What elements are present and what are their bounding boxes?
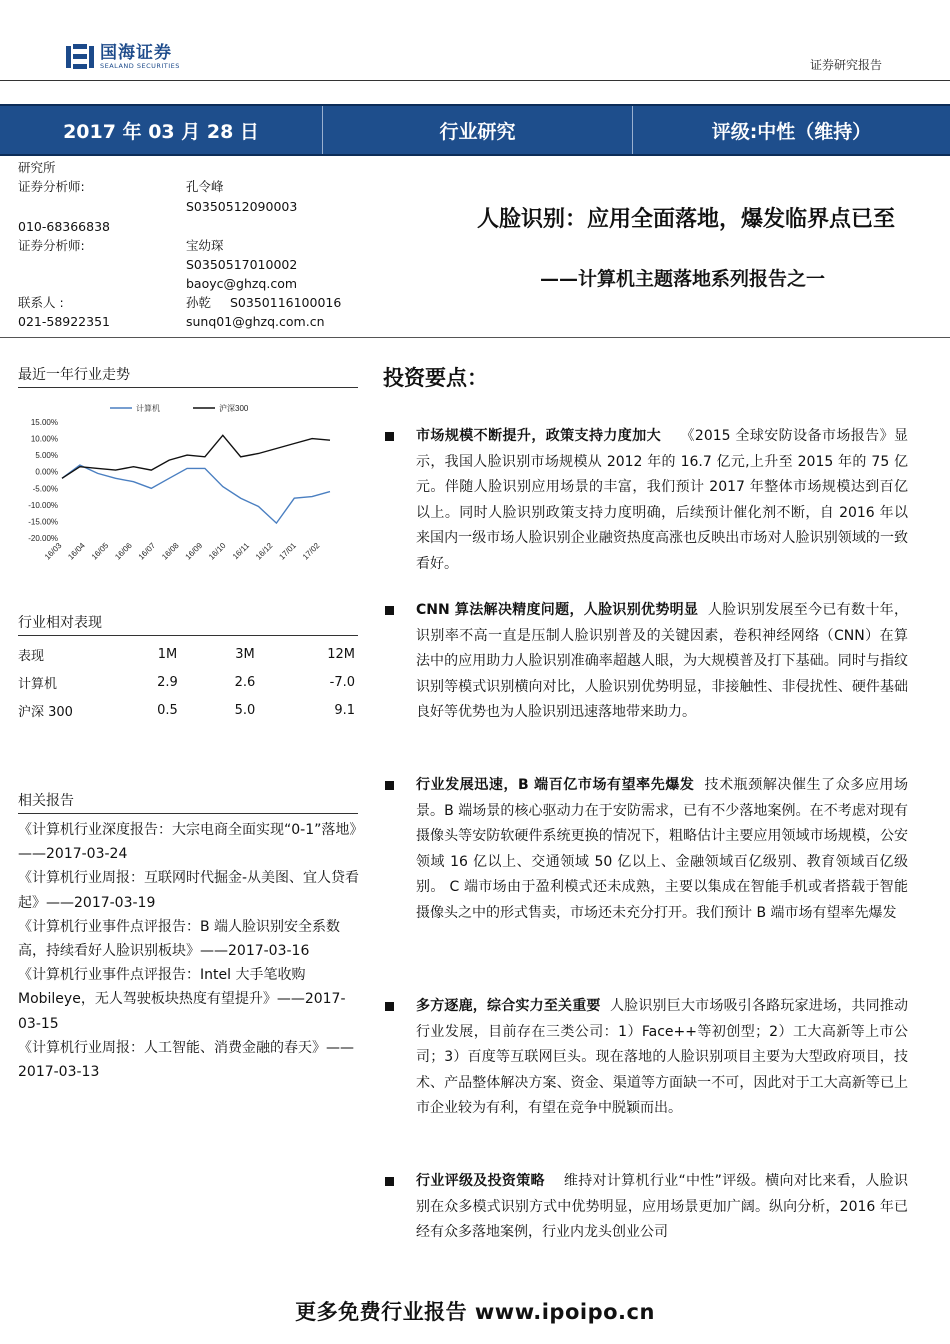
- bullet-heading: 多方逐鹿，综合实力至关重要: [416, 998, 601, 1014]
- report-title: 人脸识别：应用全面落地，爆发临界点已至: [476, 206, 895, 232]
- bullet-body: 《2015 全球安防设备市场报告》显示，我国人脸识别市场规模从 2012 年的 16.7 亿元,上升至 2015 年的 75 亿元。伴随人脸识别应用场景的丰富，我们预计 2017 年整体市场规模达到百亿以上。同时人脸识别政策支持力度明确，后续预计催化剂不断，自 2016 年以来国内一级市场人脸识别企业融资热度高涨也反映出市场对人脸识别领域的一致看好。: [416, 428, 908, 572]
- x-tick-label: 16/08: [160, 541, 181, 562]
- analyst-label-2: 证券分析师:: [18, 238, 85, 253]
- bullet-heading: CNN 算法解决精度问题，人脸识别优势明显: [416, 602, 699, 618]
- series-line: [62, 435, 330, 478]
- report-link[interactable]: 《计算机行业周报：人工智能、消费金融的春天》——2017-03-13: [18, 1039, 354, 1081]
- bullet-heading: 行业发展迅速，B 端百亿市场有望率先爆发: [416, 777, 695, 793]
- bullet-body: 维持对计算机行业“中性”评级。横向对比来看，人脸识别在众多模式识别方式中优势明显，应用场景更加广阔。纵向分析，2016 年已经有众多落地案例，行业内龙头创业公司: [416, 1173, 908, 1240]
- bullet-market-size: [383, 424, 908, 577]
- related-reports: [18, 818, 363, 1084]
- x-tick-label: 16/09: [183, 541, 205, 562]
- analyst-2-email[interactable]: baoyc@ghzq.com: [186, 276, 298, 291]
- perf-cell: 计算机: [18, 676, 58, 692]
- analyst-2-id: S0350517010002: [186, 257, 298, 272]
- y-tick-label: 15.00%: [30, 418, 58, 427]
- report-link[interactable]: 《计算机行业事件点评报告：Intel 大手笔收购 Mobileye，无人驾驶板块热度有望提升》——2017-03-15: [18, 967, 346, 1032]
- report-link[interactable]: 《计算机行业事件点评报告：B 端人脸识别安全系数高，持续看好人脸识别板块》——2017-03-16: [18, 918, 341, 960]
- phone-2: 021-58922351: [18, 314, 110, 329]
- perf-cell: 2.9: [157, 674, 178, 690]
- x-tick-label: 17/01: [277, 541, 298, 562]
- y-tick-label: -20.00%: [28, 534, 58, 543]
- contact-id: S0350116100016: [230, 295, 342, 310]
- x-tick-label: 16/11: [230, 541, 252, 562]
- bullet-square-icon: [385, 432, 394, 441]
- perf-table: [18, 640, 358, 724]
- perf-header-cell: 表现: [18, 648, 45, 664]
- phone-1: 010-68366838: [18, 219, 110, 234]
- report-link[interactable]: 《计算机行业周报：互联网时代掘金-从美图、宜人贷看起》——2017-03-19: [18, 870, 360, 911]
- report-subtitle: ——计算机主题落地系列报告之一: [539, 268, 825, 290]
- report-link[interactable]: 《计算机行业深度报告：大宗电商全面实现“0-1”落地》——2017-03-24: [18, 822, 357, 863]
- header-divider: [0, 80, 950, 81]
- bullet-square-icon: [385, 781, 394, 790]
- report-category: 行业研究: [323, 106, 633, 154]
- report-date: 2017 年 03 月 28 日: [0, 106, 323, 154]
- bullet-heading: 市场规模不断提升，政策支持力度加大: [416, 428, 662, 444]
- bullet-body: 技术瓶颈解决催生了众多应用场景。B 端场景的核心驱动力在于安防需求，已有不少落地案例。在不考虑对现有摄像头等安防软硬件系统更换的情况下，粗略估计主要应用领域市场规模，公安领域 16 亿以上、交通领域 50 亿以上、金融领域百亿级别、教育领域百亿级别。 C 端市场由于盈利模式还未成熟，主要以集成在智能手机或者搭载于智能摄像头之中的形式售卖，市场还未充分打开。我们预计 B 端市场有望率先爆发: [416, 777, 909, 921]
- legend-label: 计算机: [136, 404, 160, 413]
- x-tick-label: 16/05: [89, 541, 111, 562]
- perf-cell: 沪深 300: [18, 704, 73, 720]
- footer-promo[interactable]: 更多免费行业报告 www.ipoipo.cn: [295, 1300, 655, 1324]
- trend-heading: 最近一年行业走势: [18, 364, 358, 388]
- y-tick-label: 10.00%: [30, 434, 58, 444]
- x-tick-label: 16/07: [136, 541, 158, 562]
- bullet-square-icon: [385, 1002, 394, 1011]
- bullet-square-icon: [385, 1177, 394, 1186]
- analyst-contact: [18, 158, 363, 334]
- logo-english: SEALAND SECURITIES: [100, 62, 180, 70]
- contact-email[interactable]: sunq01@ghzq.com.cn: [186, 314, 325, 329]
- company-logo: [66, 44, 180, 70]
- x-tick-label: 17/02: [300, 541, 322, 562]
- industry-trend-chart: [18, 398, 348, 588]
- investment-heading: 投资要点：: [383, 365, 488, 390]
- report-banner: [0, 104, 950, 156]
- perf-header-cell: 3M: [235, 646, 255, 662]
- bullet-body: 人脸识别巨大市场吸引各路玩家进场，共同推动行业发展，目前存在三类公司：1）Face++等初创型；2）工大高新等上市公司；3）百度等互联网巨头。现在落地的人脸识别项目主要为大型政府项目，技术、产品整体解决方案、资金、渠道等方面缺一不可，因此对于工大高新等已上市企业较为有利，有望在竞争中脱颖而出。: [416, 998, 909, 1116]
- x-tick-label: 16/10: [207, 541, 228, 562]
- x-tick-label: 16/06: [113, 541, 134, 562]
- legend-label: 沪深300: [219, 404, 249, 413]
- perf-header-cell: 12M: [327, 646, 355, 662]
- analyst-label-1: 证券分析师:: [18, 179, 85, 194]
- contact-name: 孙乾: [186, 295, 212, 310]
- analyst-2-name: 宝幼琛: [186, 238, 224, 253]
- y-tick-label: -10.00%: [28, 500, 58, 510]
- report-type: 证券研究报告: [809, 58, 882, 72]
- sealand-logo-icon: [66, 44, 94, 70]
- perf-cell: 5.0: [234, 702, 256, 718]
- x-tick-label: 16/12: [253, 541, 275, 562]
- analyst-1-name: 孔令峰: [186, 179, 224, 194]
- perf-cell: -7.0: [329, 674, 355, 690]
- bullet-b-end: [383, 773, 908, 926]
- perf-cell: 2.6: [234, 674, 256, 690]
- report-rating: 评级:中性（维持）: [711, 120, 872, 143]
- institute-label: 研究所: [18, 160, 56, 175]
- perf-cell: 0.5: [157, 702, 178, 718]
- bullet-competition: [383, 994, 908, 1122]
- y-tick-label: -15.00%: [28, 517, 58, 527]
- reports-heading: 相关报告: [18, 790, 358, 814]
- perf-header-row: [18, 640, 358, 668]
- bullet-square-icon: [385, 606, 394, 615]
- contact-label: 联系人 :: [18, 295, 64, 310]
- y-tick-label: 5.00%: [35, 451, 58, 461]
- logo-chinese: 国海证券: [100, 43, 172, 63]
- bullet-heading: 行业评级及投资策略: [416, 1173, 545, 1189]
- perf-row-hs300: [18, 696, 358, 724]
- series-line: [62, 465, 330, 523]
- perf-cell: 9.1: [334, 702, 355, 718]
- x-tick-label: 16/03: [42, 541, 64, 562]
- perf-heading: 行业相对表现: [18, 612, 358, 636]
- y-tick-label: -5.00%: [32, 484, 58, 494]
- bullet-cnn: [383, 598, 908, 726]
- y-tick-label: 0.00%: [35, 467, 58, 477]
- bullet-rating-strategy: [383, 1169, 908, 1246]
- contact-divider: [0, 337, 950, 338]
- perf-header-cell: 1M: [157, 646, 178, 662]
- bullet-body: 人脸识别发展至今已有数十年，识别率不高一直是压制人脸识别普及的关键因素，卷积神经网络（CNN）在算法中的应用助力人脸识别准确率超越人眼，为大规模普及打下基础。同时与指纹识别等模式识别横向对比，人脸识别优势明显，非接触性、非侵扰性、硬件基础良好等优势也为人脸识别迅速落地带来助力。: [416, 602, 908, 720]
- analyst-1-id: S0350512090003: [186, 199, 298, 214]
- perf-row-computer: [18, 668, 358, 696]
- trend-chart-svg: [18, 398, 348, 588]
- x-tick-label: 16/04: [66, 541, 87, 562]
